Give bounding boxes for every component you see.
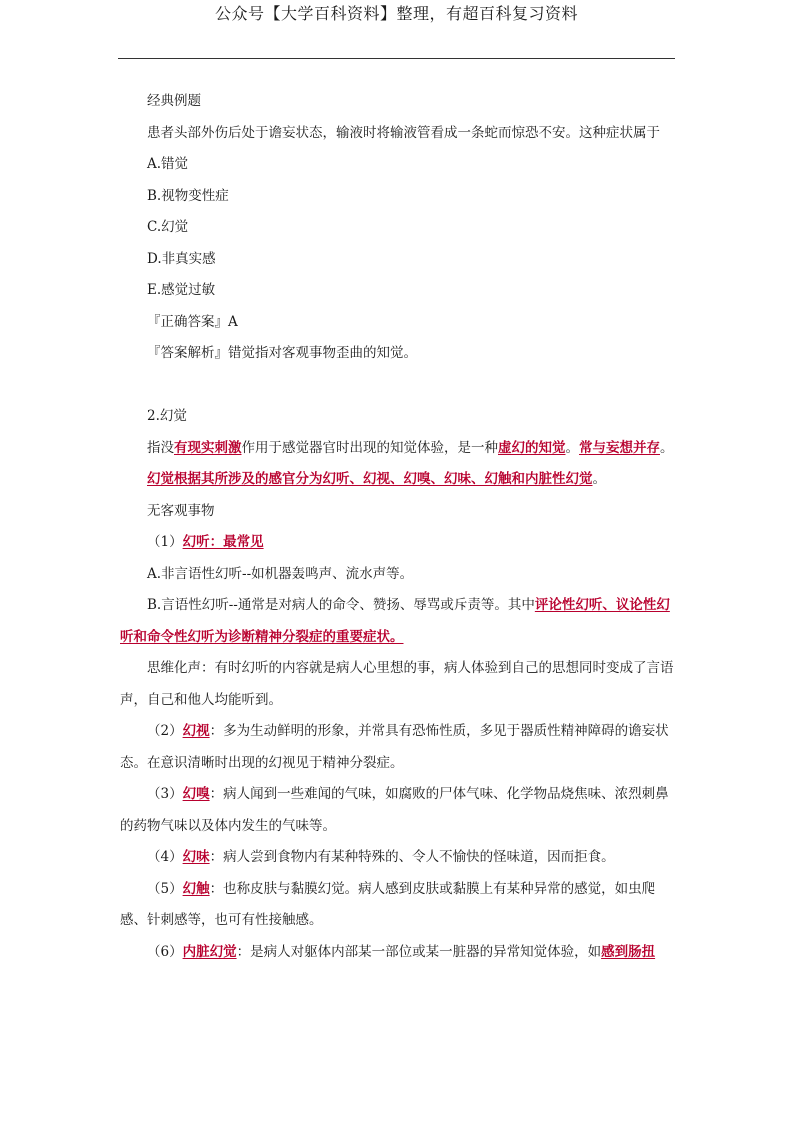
definition-text: 。 [565, 439, 579, 456]
definition-paragraph [120, 433, 675, 465]
definition-text: 作用于感觉器官时出现的知觉体验，是一种 [241, 439, 498, 456]
item-number: （4） [147, 849, 183, 865]
thought-echo: 思维化声：有时幻听的内容就是病人心里想的事，病人体验到自己的思想同时变成了言语声，自己和他人均能听到。 [120, 660, 674, 708]
item-text: ：多为生动鲜明的形象，并常具有恐怖性质，多见于器质性精神障碍的谵妄状态。在意识清晰时出现的幻视见于精神分裂症。 [120, 723, 669, 771]
highlight-intestine: 感到肠扭 [601, 943, 656, 960]
item-auditory [120, 527, 675, 559]
classification-end: 。 [592, 471, 606, 487]
highlight-visual: 幻视 [182, 723, 210, 739]
item-number: （2） [147, 723, 183, 739]
page-header: 公众号【大学百科资料】整理，有超百科复习资料 [214, 4, 578, 23]
spacer [120, 370, 675, 402]
highlight-visceral: 内脏幻觉 [182, 943, 237, 960]
item-nonverbal: A.非言语性幻听--如机器轰鸣声、流水声等。 [147, 565, 414, 582]
option-c: C.幻觉 [147, 219, 189, 235]
no-object-line: 无客观事物 [147, 502, 215, 519]
highlight-olfactory: 幻嗅 [182, 786, 210, 802]
item-olfactory [120, 779, 675, 842]
item-verbal [120, 590, 675, 653]
item-visual [120, 716, 675, 779]
item-number: （3） [147, 786, 183, 802]
item-text: ：病人闻到一些难闻的气味，如腐败的尸体气味、化学物品烧焦味、浓烈刺鼻的药物气味以及体内发生的气味等。 [120, 786, 669, 834]
option-d: D.非真实感 [147, 250, 216, 267]
item-visceral [120, 937, 675, 969]
definition-text: 。 [660, 439, 674, 456]
document-body [120, 86, 675, 968]
highlight-gustatory: 幻味 [182, 849, 210, 865]
item-tactile [120, 874, 675, 937]
header-divider [118, 58, 675, 59]
answer-analysis: 『答案解析』错觉指对客观事物歪曲的知觉。 [147, 345, 417, 361]
verbal-text: B.言语性幻听--通常是对病人的命令、赞扬、辱骂或斥责等。其中 [147, 597, 535, 613]
correct-answer: 『正确答案』A [147, 313, 238, 330]
item-gustatory [120, 842, 675, 874]
highlight-tactile: 幻触 [182, 880, 210, 897]
item-text: ：也称皮肤与黏膜幻觉。病人感到皮肤或黏膜上有某种异常的感觉，如虫爬感、针刺感等，也可有性接触感。 [120, 880, 656, 928]
classification-paragraph [120, 464, 675, 496]
highlight-illusory-perception: 虚幻的知觉 [498, 439, 566, 456]
highlight-no-stimulus: 有现实刺激 [174, 439, 242, 456]
option-e: E.感觉过敏 [147, 282, 216, 298]
example-title: 经典例题 [147, 93, 201, 109]
item-text: ：是病人对躯体内部某一部位或某一脏器的异常知觉体验，如 [236, 943, 602, 960]
definition-text: 指没 [147, 439, 174, 456]
item-number: （1） [147, 534, 183, 550]
item-number: （6） [147, 943, 183, 960]
option-a: A.错觉 [147, 156, 189, 172]
highlight-with-delusion: 常与妄想并存 [579, 439, 660, 456]
item-text: ：病人尝到食物内有某种特殊的、令人不愉快的怪味道，因而拒食。 [209, 849, 615, 865]
section-title: 2.幻觉 [147, 408, 187, 424]
item-number: （5） [147, 880, 183, 897]
option-b: B.视物变性症 [147, 187, 229, 204]
highlight-classification: 幻觉根据其所涉及的感官分为幻听、幻视、幻嗅、幻味、幻触和内脏性幻觉 [147, 471, 593, 487]
highlight-schizophrenia: 评论性幻听、议论性幻听和命令性幻听为诊断精神分裂症的重要症状。 [120, 597, 670, 645]
example-question: 患者头部外伤后处于谵妄状态，输液时将输液管看成一条蛇而惊恐不安。这种症状属于 [147, 124, 660, 141]
highlight-auditory: 幻听：最常见 [182, 534, 264, 550]
